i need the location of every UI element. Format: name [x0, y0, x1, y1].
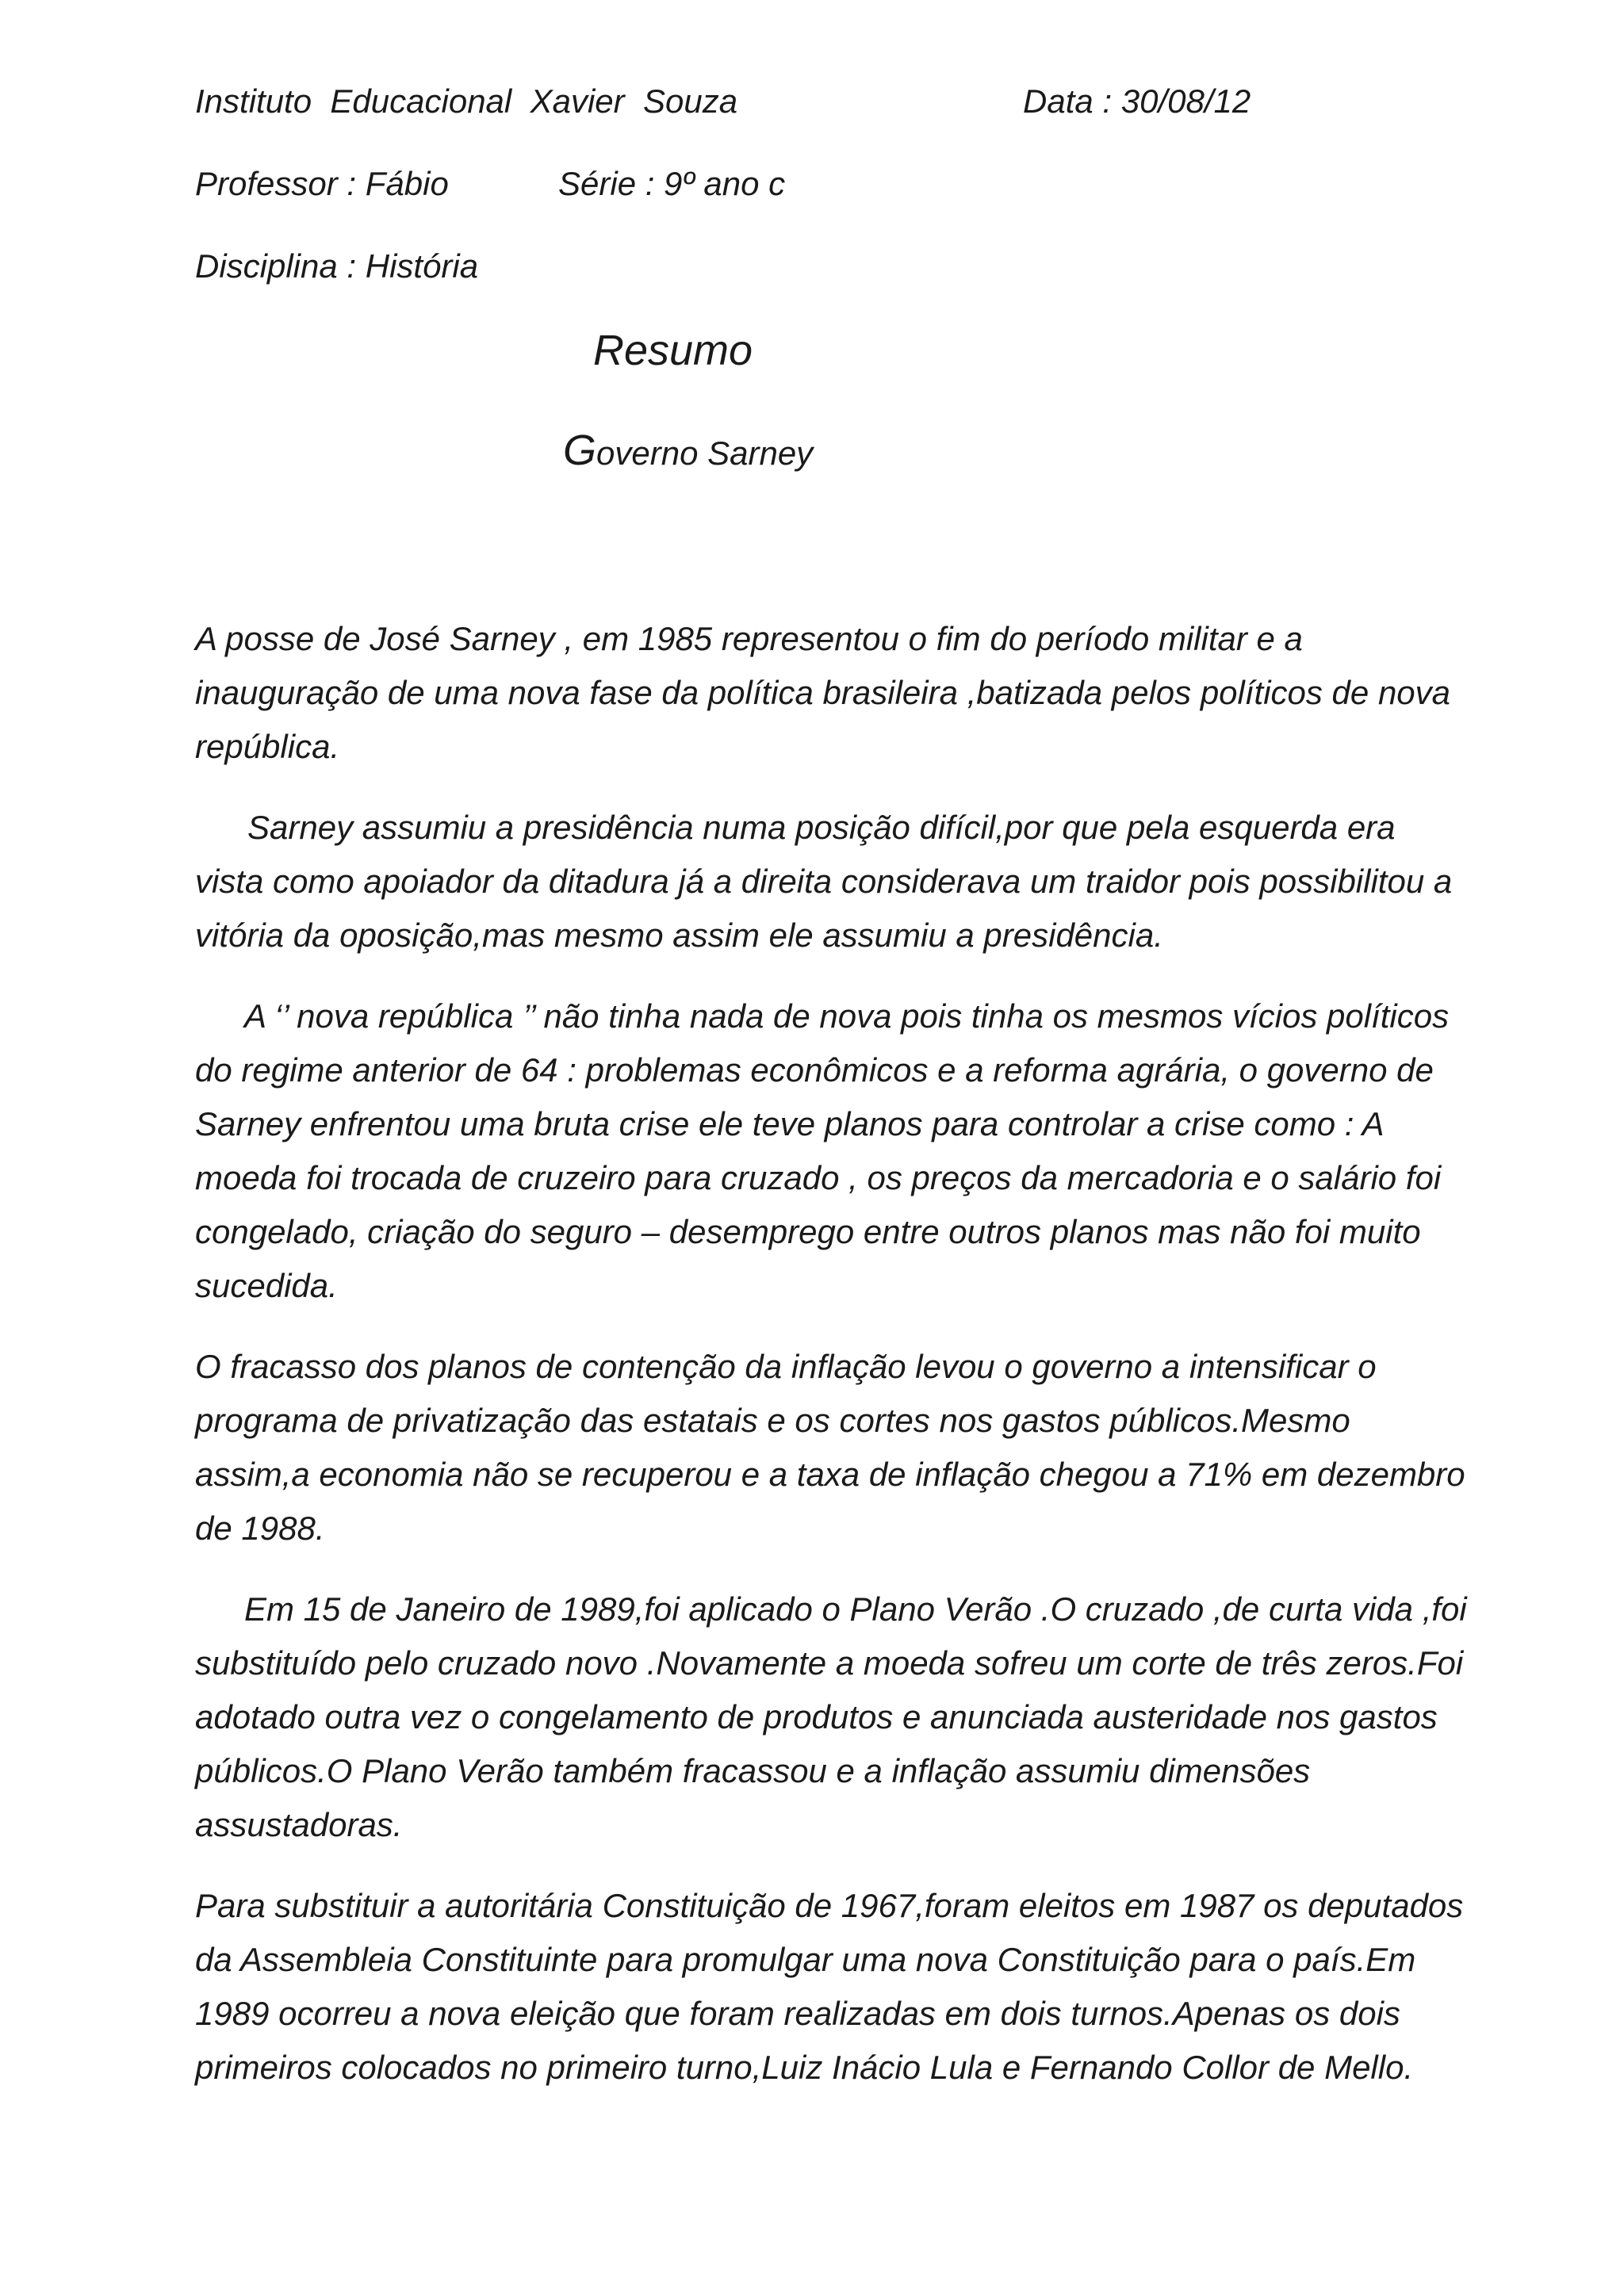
- paragraph-1: A posse de José Sarney , em 1985 representou o fim do período militar e a inauguração de uma nova fase da política brasileira ,batizada pelos políticos de nova república.: [195, 620, 1451, 765]
- paragraph-6: Para substituir a autoritária Constituição de 1967,foram eleitos em 1987 os deputados da Assembleia Constituinte para promulgar uma nova Constituição para o país.Em 1989 ocorreu a nova eleição que foram realizadas em dois turnos.Apenas os dois primeiros colocados no primeiro turno,Luiz Inácio Lula e Fernando Collor de Mello.: [195, 1887, 1464, 2086]
- school-grade: Série : 9º ano c: [558, 165, 786, 202]
- page-title: Resumo: [593, 327, 753, 374]
- professor-name: Professor : Fábio: [195, 165, 449, 202]
- subject-discipline: Disciplina : História: [195, 247, 479, 285]
- page-subtitle: [563, 428, 813, 476]
- paragraph-3: A ‘’ nova república ’’ não tinha nada de nova pois tinha os mesmos vícios políticos do regime anterior de 64 : problemas econômicos e a reforma agrária, o governo de Sarney enfrentou uma bruta crise ele teve planos para controlar a crise como : A moeda foi trocada de cruzeiro para cruzado , os preços da mercadoria e o salário foi congelado, criação do seguro – desemprego entre outros planos mas não foi muito sucedida.: [195, 997, 1450, 1304]
- institution-name: Instituto Educacional Xavier Souza: [195, 82, 738, 120]
- paragraph-5: Em 15 de Janeiro de 1989,foi aplicado o Plano Verão .O cruzado ,de curta vida ,foi substituído pelo cruzado novo .Novamente a moeda sofreu um corte de três zeros.Foi adotado outra vez o congelamento de produtos e anunciada austeridade nos gastos públicos.O Plano Verão também fracassou e a inflação assumiu dimensões assustadoras.: [195, 1590, 1467, 1843]
- subtitle-rest: overno Sarney: [596, 434, 814, 472]
- subtitle-initial: G: [563, 427, 597, 474]
- document-date: Data : 30/08/12: [1023, 82, 1251, 120]
- paragraph-4: O fracasso dos planos de contenção da inflação levou o governo a intensificar o programa de privatização das estatais e os cortes nos gastos públicos.Mesmo assim,a economia não se recuperou e a taxa de inflação chegou a 71% em dezembro de 1988.: [195, 1348, 1465, 1547]
- paragraph-2: Sarney assumiu a presidência numa posição difícil,por que pela esquerda era vista como apoiador da ditadura já a direita considerava um traidor pois possibilitou a vitória da oposição,mas mesmo assim ele assumiu a presidência.: [195, 809, 1453, 954]
